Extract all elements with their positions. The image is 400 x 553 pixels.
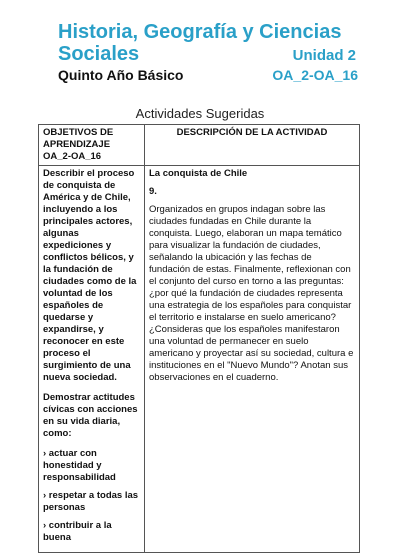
description-cell <box>145 166 360 553</box>
activity-number: 9. <box>149 186 157 197</box>
description-header: DESCRIPCIÓN DE LA ACTIVIDAD <box>145 125 360 166</box>
document-title-line-1: Historia, Geografía y Ciencias <box>58 21 342 43</box>
objectives-header: OBJETIVOS DE APRENDIZAJE OA_2-OA_16 <box>39 125 145 166</box>
subtitle-row <box>58 67 358 83</box>
section-title: Actividades Sugeridas <box>135 106 265 121</box>
activity-text: Organizados en grupos indagan sobre las ciudades fundadas en Chile durante la conquista. Luego, elaboran un mapa temático para visualizar la fundación de ciudades, señalando la ubicación y las fechas de fundación de estas. Finalmente, reflexionan con el conjunto del curso en torno a las preguntas: ¿por qué la fundación de ciudades representa una estrategia de los españoles para conquistar el territorio e instalarse en suelo americano? ¿Consideras que los españoles manifestaron una voluntad de permanecer en suelo americano y proyectar así su sociedad, cultura e instituciones en el "Nuevo Mundo"? Anotan sus observaciones en el cuaderno. <box>149 204 354 383</box>
table-header-row <box>39 125 360 166</box>
list-item: › respetar a todas las personas <box>43 490 139 513</box>
grade-label: Quinto Año Básico <box>58 67 184 83</box>
title-row <box>58 43 358 65</box>
list-item: › contribuir a la buena <box>43 520 112 543</box>
list-item: › actuar con honestidad y responsabilidad <box>43 448 116 483</box>
objective-code: OA_2-OA_16 <box>272 67 358 83</box>
table-row <box>39 166 360 553</box>
objectives-cell <box>39 166 145 553</box>
unit-label: Unidad 2 <box>292 47 356 64</box>
page-header <box>58 21 358 83</box>
activity-title: La conquista de Chile <box>149 168 248 179</box>
document-title-line-2: Sociales <box>58 43 140 65</box>
objective-text: Demostrar actitudes cívicas con acciones en su vida diaria, como: <box>43 392 138 439</box>
activities-table <box>38 124 360 553</box>
objective-text: Describir el proceso de conquista de América y de Chile, incluyendo a los principales actores, algunas expediciones y conflictos bélicos, y la fundación de ciudades como de la voluntad de los españoles de quedarse y expandirse, y reconocer en este proceso el surgimiento de una nueva sociedad. <box>43 168 137 383</box>
